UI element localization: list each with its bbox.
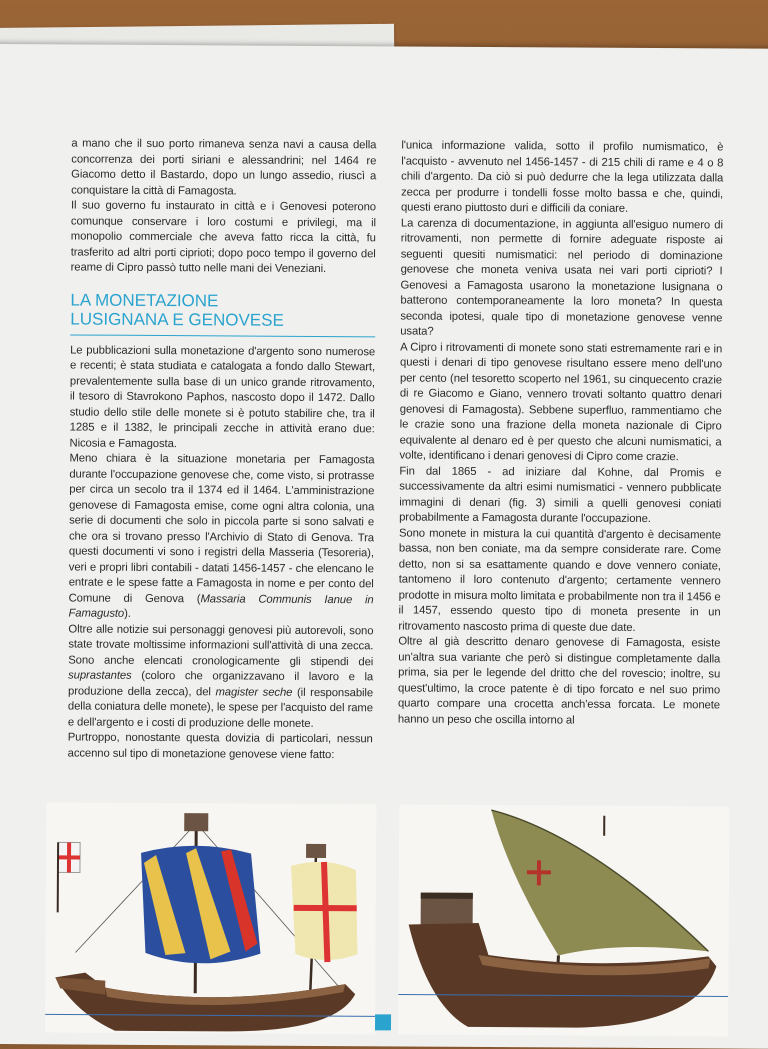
left-column	[68, 136, 377, 763]
text-run: (il responsabile della coniatura delle monete), le spese per l'acquisto del rame e dell'argento e i costi di produzione delle monete.	[68, 686, 373, 729]
magazine-page	[0, 44, 768, 1049]
ship-drawing	[398, 804, 729, 1036]
paragraph: Fin dal 1865 - ad iniziare dal Kohne, dal Promis e successivamente da altri esimi numismatici - vennero pubblicate immagini di denari (fig. 3) simili a quelli genovesi coniati probabilmente a Famagosta durante l'occupazione.	[399, 464, 721, 528]
heading-line: LA MONETAZIONE	[70, 290, 375, 311]
paragraph: La carenza di documentazione, in aggiunta all'esiguo numero di ritrovamenti, non permette di fornire adeguate risposte ai seguenti quesiti numismatici: nel periodo di dominazione genovese che moneta veniva usata nei vari porti ciprioti? I Genovesi a Famagosta usarono la monetazione lusignana o batterono contemporaneamente la loro moneta? In questa seconda ipotesi, quale tipo di monetazione genovese venne usata?	[400, 216, 723, 342]
section-heading	[70, 290, 375, 330]
ship-illustration-lateen	[398, 804, 729, 1036]
right-column	[398, 138, 724, 729]
paragraph: Il suo governo fu instaurato in città e i Genovesi poterono comunque conservare i loro costumi e privilegi, ma il monopolio commerciale che aveva fatto ricca la città, fu trasferito ad altri porti ciprioti; dopo poco tempo il governo del reame di Cipro passò tutto nelle mani dei Veneziani.	[71, 198, 376, 277]
heading-line: LUSIGNANA E GENOVESE	[70, 309, 375, 330]
paragraph: Sono monete in mistura la cui quantità d'argento è decisamente bassa, non ben coniate, ma da sempre considerate rare. Come detto, non si sa esattamente quando e dove vennero coniate, tantomeno il loro contenuto d'argento; certamente vennero prodotte in misura molto limitata e probabilmente non tra il 1456 e il 1457, essendo questo tipo di moneta presente in un ritrovamento nascosto prima di queste due date.	[398, 526, 721, 636]
text-run: Meno chiara è la situazione monetaria per Famagosta durante l'occupazione genovese che, come visto, si protrasse per circa un secolo tra il 1374 ed il 1464. L'amministrazione genovese di Famagosta emise, come ogni altra colonia, una serie di documenti che solo in piccola parte si sono salvati e che ora si trovano presso l'Archivio di Stato di Genova. Tra questi documenti vi sono i registri della Masseria (Tesoreria), veri e propri libri contabili - datati 1456-1457 - che elencano le entrate e le spese fatte a Famagosta in nome e per conto del Comune di Genova (	[69, 452, 375, 604]
page-marker	[375, 1014, 391, 1030]
paragraph: l'unica informazione valida, sotto il profilo numismatico, è l'acquisto - avvenuto nel 1456-1457 - di 215 chili di rame e 4 o 8 chili d'argento. Da ciò si può dedurre che la lega utilizzata dalla zecca per produrre i tondelli fosse molto bassa e che, quindi, questi erano piuttosto duri e difficili da coniare.	[401, 138, 723, 217]
paragraph: A Cipro i ritrovamenti di monete sono stati estremamente rari e in questi i denari di tipo genovese risultano essere meno dell'uno per cento (nel tesoretto scoperto nel 1961, su cinquecento crazie di re Giacomo e Giano, vennero trovati soltanto quattro denari genovesi di Famagosta). Sebbene superfluo, rammentiamo che le crazie sono una frazione della moneta nazionale di Cipro equivalente al denaro ed è per questo che alcuni numismatici, a volte, identificano i denari genovesi di Cipro come crazie.	[399, 340, 722, 466]
paragraph	[68, 622, 374, 732]
italic-text: magister seche	[215, 686, 292, 698]
italic-text: Massaria Communis Ianue in Famagusto	[68, 593, 373, 620]
ship-illustration-cog	[45, 802, 376, 1034]
text-run: (coloro che organizzavano il lavoro e la produzione della zecca), del	[68, 670, 373, 698]
italic-text: suprastantes	[68, 669, 132, 681]
paragraph: Oltre al già descritto denaro genovese di Famagosta, esiste un'altra sua variante che però si distingue completamente dalla prima, sia per le legende del dritto che del rovescio; inoltre, su quest'ultimo, la croce patente è di tipo forcato e nel suo primo quarto compare una crocetta anch'essa forcata. Le monete hanno un peso che oscilla intorno al	[398, 634, 721, 729]
text-run: Oltre alle notizie sui personaggi genovesi più autorevoli, sono state trovate moltissime informazioni sull'attività di una zecca. Sono anche elencati cronologicamente gli stipendi dei	[68, 623, 373, 668]
paragraph	[68, 451, 374, 623]
paragraph: Purtroppo, nonostante questa dovizia di particolari, nessun accenno sul tipo di monetazione genovese viene fatto:	[68, 730, 373, 763]
ship-drawing	[45, 802, 376, 1034]
paragraph: Le pubblicazioni sulla monetazione d'argento sono numerose e recenti; è stata studiata e catalogata a fondo dallo Stewart, prevalentemente sulla base di un unico grande ritrovamento, il tesoro di Stavrokono Paphos, nascosto dopo il 1472. Dallo studio dello stile delle monete si è potuto stabilire che, tra il 1285 e il 1382, le principali zecche in attività erano due: Nicosia e Famagosta.	[70, 343, 376, 453]
paragraph: a mano che il suo porto rimaneva senza navi a causa della concorrenza dei porti siriani e alessandrini; nel 1464 re Giacomo detto il Bastardo, dopo un lungo assedio, riuscì a conquistare la città di Famagosta.	[71, 136, 376, 200]
text-run: ).	[124, 608, 131, 620]
heading-rule	[70, 334, 375, 337]
